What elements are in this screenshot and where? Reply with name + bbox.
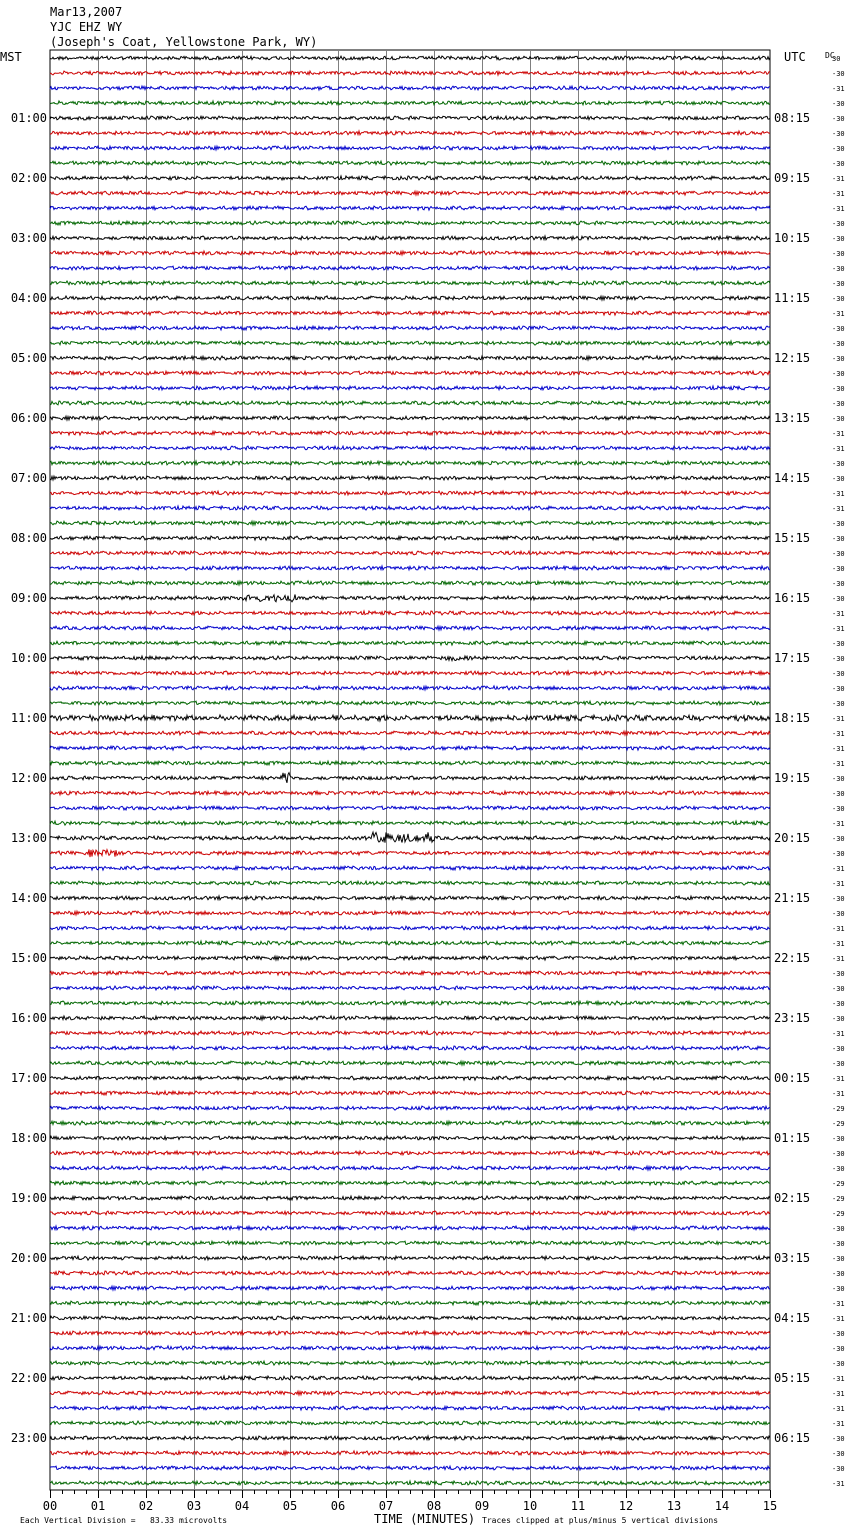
trace-row [50,236,770,240]
trace-row [50,1046,770,1050]
right-hour-label: 08:15 [774,111,811,125]
dc-offset-label: -30 [832,475,845,483]
dc-offset-label: -31 [832,430,845,438]
trace-row [50,1136,770,1140]
trace-row [50,1076,770,1080]
dc-offset-label: -31 [832,820,845,828]
dc-offset-label: -30 [832,340,845,348]
dc-offset-label: -30 [832,415,845,423]
left-hour-label: 01:00 [10,111,47,125]
dc-offset-label: -31 [832,205,845,213]
left-hour-label: 06:00 [10,411,47,425]
trace-row [50,806,770,810]
trace-row [50,1346,770,1350]
right-hour-label: 15:15 [774,531,811,545]
trace-row [50,341,770,345]
dc-offset-label: -30 [832,220,845,228]
dc-offset-label: -30 [832,850,845,858]
trace-row [50,191,770,195]
dc-offset-label: -30 [832,1345,845,1353]
trace-row [50,1466,770,1470]
x-tick-label: 01 [90,1499,106,1513]
dc-offset-label: -30 [832,1450,845,1458]
trace-row [50,611,770,615]
x-tick-label: 06 [330,1499,346,1513]
right-hour-label: 01:15 [774,1131,811,1145]
dc-offset-label: -31 [832,190,845,198]
trace-row [50,1331,770,1335]
trace-row [50,626,770,630]
dc-offset-label: -31 [832,865,845,873]
dc-offset-label: -31 [832,730,845,738]
dc-offset-label: -31 [832,760,845,768]
trace-row [50,701,770,705]
trace-row [50,296,770,300]
dc-offset-label: -30 [832,295,845,303]
trace-row [50,206,770,210]
left-hour-label: 03:00 [10,231,47,245]
dc-offset-label: -30 [832,1060,845,1068]
trace-row [50,1241,770,1245]
right-hour-label: 17:15 [774,651,811,665]
trace-row [50,971,770,975]
trace-row [50,371,770,375]
trace-row [50,1271,770,1275]
left-hour-label: 12:00 [10,771,47,785]
trace-row [50,1421,770,1425]
dc-offset-label: -30 [832,115,845,123]
trace-row [50,131,770,135]
trace-row [50,566,770,570]
dc-offset-label: -31 [832,955,845,963]
left-hour-label: 21:00 [10,1311,47,1325]
dc-offset-label: -30 [832,1000,845,1008]
trace-row [50,311,770,315]
trace-row [50,761,770,765]
trace-row [50,176,770,180]
dc-offset-label: -30 [832,160,845,168]
dc-offset-label: -30 [832,325,845,333]
left-hour-label: 17:00 [10,1071,47,1085]
left-hour-label: 09:00 [10,591,47,605]
dc-offset-label: -30 [832,985,845,993]
station-label: YJC EHZ WY [50,20,123,34]
dc-offset-label: -31 [832,715,845,723]
clip-note: Traces clipped at plus/minus 5 vertical divisions [482,1516,719,1525]
dc-offset-label: -30 [832,805,845,813]
trace-row [50,896,770,900]
x-tick-label: 12 [618,1499,634,1513]
x-tick-label: 03 [186,1499,202,1513]
trace-row [50,1376,770,1380]
trace-row [50,1106,770,1110]
trace-row [50,521,770,525]
trace-row [50,476,770,480]
dc-offset-label: -31 [832,175,845,183]
dc-offset-label: -30 [832,1270,845,1278]
x-tick-label: 13 [666,1499,682,1513]
trace-row [50,1061,770,1065]
dc-offset-label: -30 [832,400,845,408]
trace-row [50,251,770,255]
dc-offset-label: -31 [832,1090,845,1098]
dc-offset-label: -31 [832,1420,845,1428]
dc-offset-label: -30 [832,1360,845,1368]
dc-offset-label: -29 [832,1195,845,1203]
seismic-traces [50,55,845,1488]
trace-row [50,656,770,661]
trace-row [50,595,770,602]
dc-offset-label: -30 [832,1165,845,1173]
dc-offset-label: -30 [832,1435,845,1443]
vertical-scale-note: Each Vertical Division = 83.33 microvolts [20,1516,228,1525]
trace-row [50,1361,770,1365]
right-hour-label: 22:15 [774,951,811,965]
dc-offset-label: -30 [832,655,845,663]
dc-offset-label: -30 [832,640,845,648]
trace-row [50,1451,770,1455]
trace-row [50,386,770,390]
trace-row [50,1406,770,1410]
trace-row [50,266,770,270]
right-hour-label: 19:15 [774,771,811,785]
trace-row [50,1226,770,1230]
trace-row [50,461,770,465]
x-axis [43,1490,777,1513]
dc-offset-label: -30 [832,550,845,558]
dc-offset-label: -31 [832,1030,845,1038]
date-label: Mar13,2007 [50,5,123,19]
dc-offset-label: -31 [832,1375,845,1383]
right-hour-label: 03:15 [774,1251,811,1265]
right-hour-label: 02:15 [774,1191,811,1205]
left-hour-label: 20:00 [10,1251,47,1265]
dc-offset-label: -30 [832,910,845,918]
left-hour-label: 10:00 [10,651,47,665]
trace-row [50,161,770,165]
right-hour-label: 14:15 [774,471,811,485]
dc-offset-label: -31 [832,610,845,618]
left-hour-label: 23:00 [10,1431,47,1445]
dc-offset-label: -31 [832,940,845,948]
dc-offset-label: -29 [832,1105,845,1113]
dc-offset-label: -30 [832,1135,845,1143]
trace-row [50,686,770,690]
dc-offset-label: -30 [832,1045,845,1053]
trace-row [50,832,770,843]
dc-label: DC [825,51,835,60]
dc-offset-label: -31 [832,625,845,633]
trace-row [50,416,770,420]
right-hour-label: 11:15 [774,291,811,305]
dc-offset-label: -30 [832,775,845,783]
trace-row [50,1091,770,1095]
dc-offset-label: -31 [832,1075,845,1083]
x-axis-title: TIME (MINUTES) [374,1512,476,1526]
dc-offset-label: -31 [832,745,845,753]
dc-offset-label: -31 [832,505,845,513]
left-hour-label: 13:00 [10,831,47,845]
dc-offset-label: -30 [832,1240,845,1248]
dc-offset-label: -30 [832,280,845,288]
left-hour-label: 15:00 [10,951,47,965]
left-hour-label: 14:00 [10,891,47,905]
left-hour-label: 11:00 [10,711,47,725]
dc-offset-label: -30 [832,535,845,543]
dc-offset-label: -30 [832,1225,845,1233]
trace-row [50,1151,770,1155]
dc-offset-label: -30 [832,595,845,603]
trace-row [50,941,770,945]
dc-offset-label: -31 [832,1390,845,1398]
right-hour-label: 13:15 [774,411,811,425]
left-hour-label: 16:00 [10,1011,47,1025]
location-label: (Joseph's Coat, Yellowstone Park, WY) [50,35,318,49]
trace-row [50,356,770,360]
trace-row [50,1181,770,1185]
left-hour-label: 02:00 [10,171,47,185]
dc-offset-label: -30 [832,355,845,363]
x-tick-label: 11 [570,1499,586,1513]
dc-offset-label: -30 [832,895,845,903]
trace-row [50,791,770,795]
dc-offset-label: -30 [832,1150,845,1158]
trace-row [50,1301,770,1305]
dc-offset-label: -30 [832,235,845,243]
right-hour-label: 06:15 [774,1431,811,1445]
dc-offset-label: -29 [832,1180,845,1188]
dc-offset-label: -30 [832,1015,845,1023]
trace-row [50,581,770,585]
trace-row [50,881,770,885]
trace-row [50,401,770,405]
trace-row [50,1391,770,1395]
trace-row [50,101,770,105]
trace-row [50,986,770,990]
dc-offset-label: -30 [832,70,845,78]
right-hour-label: 23:15 [774,1011,811,1025]
dc-offset-label: -30 [832,565,845,573]
trace-row [50,641,770,645]
trace-row [50,849,770,857]
dc-offset-label: -30 [832,370,845,378]
trace-row [50,116,770,120]
dc-offset-label: -30 [832,700,845,708]
trace-row [50,431,770,435]
trace-row [50,491,770,495]
dc-offset-label: -31 [832,925,845,933]
trace-row [50,1196,770,1200]
dc-offset-label: -31 [832,85,845,93]
x-tick-label: 02 [138,1499,154,1513]
left-hour-label: 08:00 [10,531,47,545]
dc-offset-label: -30 [832,970,845,978]
dc-offset-label: -31 [832,1315,845,1323]
dc-offset-label: -30 [832,130,845,138]
right-hour-label: 20:15 [774,831,811,845]
right-timezone-label: UTC [784,50,806,64]
trace-row [50,1286,770,1290]
right-hour-label: 16:15 [774,591,811,605]
dc-offset-label: -30 [832,100,845,108]
trace-row [50,1001,770,1005]
dc-offset-label: -30 [832,1330,845,1338]
trace-row [50,56,770,60]
x-tick-label: 09 [474,1499,490,1513]
dc-offset-label: -31 [832,490,845,498]
dc-offset-label: -30 [832,1465,845,1473]
dc-offset-label: -31 [832,1405,845,1413]
dc-offset-label: -29 [832,1120,845,1128]
dc-offset-label: -30 [832,520,845,528]
dc-offset-label: -30 [832,385,845,393]
x-tick-label: 10 [522,1499,538,1513]
trace-row [50,866,770,870]
x-tick-label: 08 [426,1499,442,1513]
trace-row [50,1316,770,1320]
trace-row [50,926,770,930]
trace-row [50,146,770,150]
trace-row [50,731,770,735]
dc-offset-label: -31 [832,1300,845,1308]
trace-row [50,281,770,285]
right-hour-label: 10:15 [774,231,811,245]
dc-offset-label: -30 [832,580,845,588]
trace-row [50,773,770,783]
trace-row [50,446,770,450]
trace-row [50,71,770,75]
right-hour-label: 04:15 [774,1311,811,1325]
trace-row [50,671,770,675]
left-hour-label: 04:00 [10,291,47,305]
right-hour-label: 18:15 [774,711,811,725]
right-hour-label: 00:15 [774,1071,811,1085]
right-hour-label: 12:15 [774,351,811,365]
trace-row [50,821,770,825]
trace-row [50,1436,770,1440]
trace-row [50,911,770,915]
dc-offset-label: -30 [832,790,845,798]
dc-offset-label: -31 [832,1480,845,1488]
dc-offset-label: 30 [832,55,841,63]
dc-offset-label: -30 [832,145,845,153]
dc-offset-label: -31 [832,445,845,453]
x-tick-label: 05 [282,1499,298,1513]
trace-row [50,1166,770,1170]
left-hour-label: 22:00 [10,1371,47,1385]
dc-offset-label: -30 [832,670,845,678]
dc-offset-label: -30 [832,250,845,258]
left-hour-label: 18:00 [10,1131,47,1145]
trace-row [50,1121,770,1125]
trace-row [50,1016,770,1020]
trace-row [50,1031,770,1035]
x-tick-label: 07 [378,1499,394,1513]
dc-offset-label: -30 [832,460,845,468]
dc-offset-label: -30 [832,1285,845,1293]
trace-row [50,1256,770,1260]
trace-row [50,551,770,555]
dc-offset-label: -30 [832,1255,845,1263]
trace-row [50,506,770,510]
left-hour-label: 05:00 [10,351,47,365]
right-hour-label: 09:15 [774,171,811,185]
trace-row [50,715,770,721]
dc-offset-label: -30 [832,685,845,693]
trace-row [50,1211,770,1215]
trace-row [50,746,770,750]
dc-offset-label: -29 [832,1210,845,1218]
trace-row [50,221,770,225]
dc-offset-label: -30 [832,265,845,273]
left-timezone-label: MST [0,50,22,64]
left-hour-label: 07:00 [10,471,47,485]
x-tick-label: 04 [234,1499,250,1513]
trace-row [50,1481,770,1485]
dc-offset-label: -30 [832,835,845,843]
trace-row [50,326,770,330]
x-tick-label: 00 [42,1499,58,1513]
dc-offset-label: -31 [832,880,845,888]
trace-row [50,956,770,960]
right-hour-label: 05:15 [774,1371,811,1385]
trace-row [50,536,770,540]
dc-offset-label: -31 [832,310,845,318]
x-tick-label: 15 [762,1499,778,1513]
left-hour-label: 19:00 [10,1191,47,1205]
right-hour-label: 21:15 [774,891,811,905]
x-tick-label: 14 [714,1499,730,1513]
trace-row [50,86,770,90]
